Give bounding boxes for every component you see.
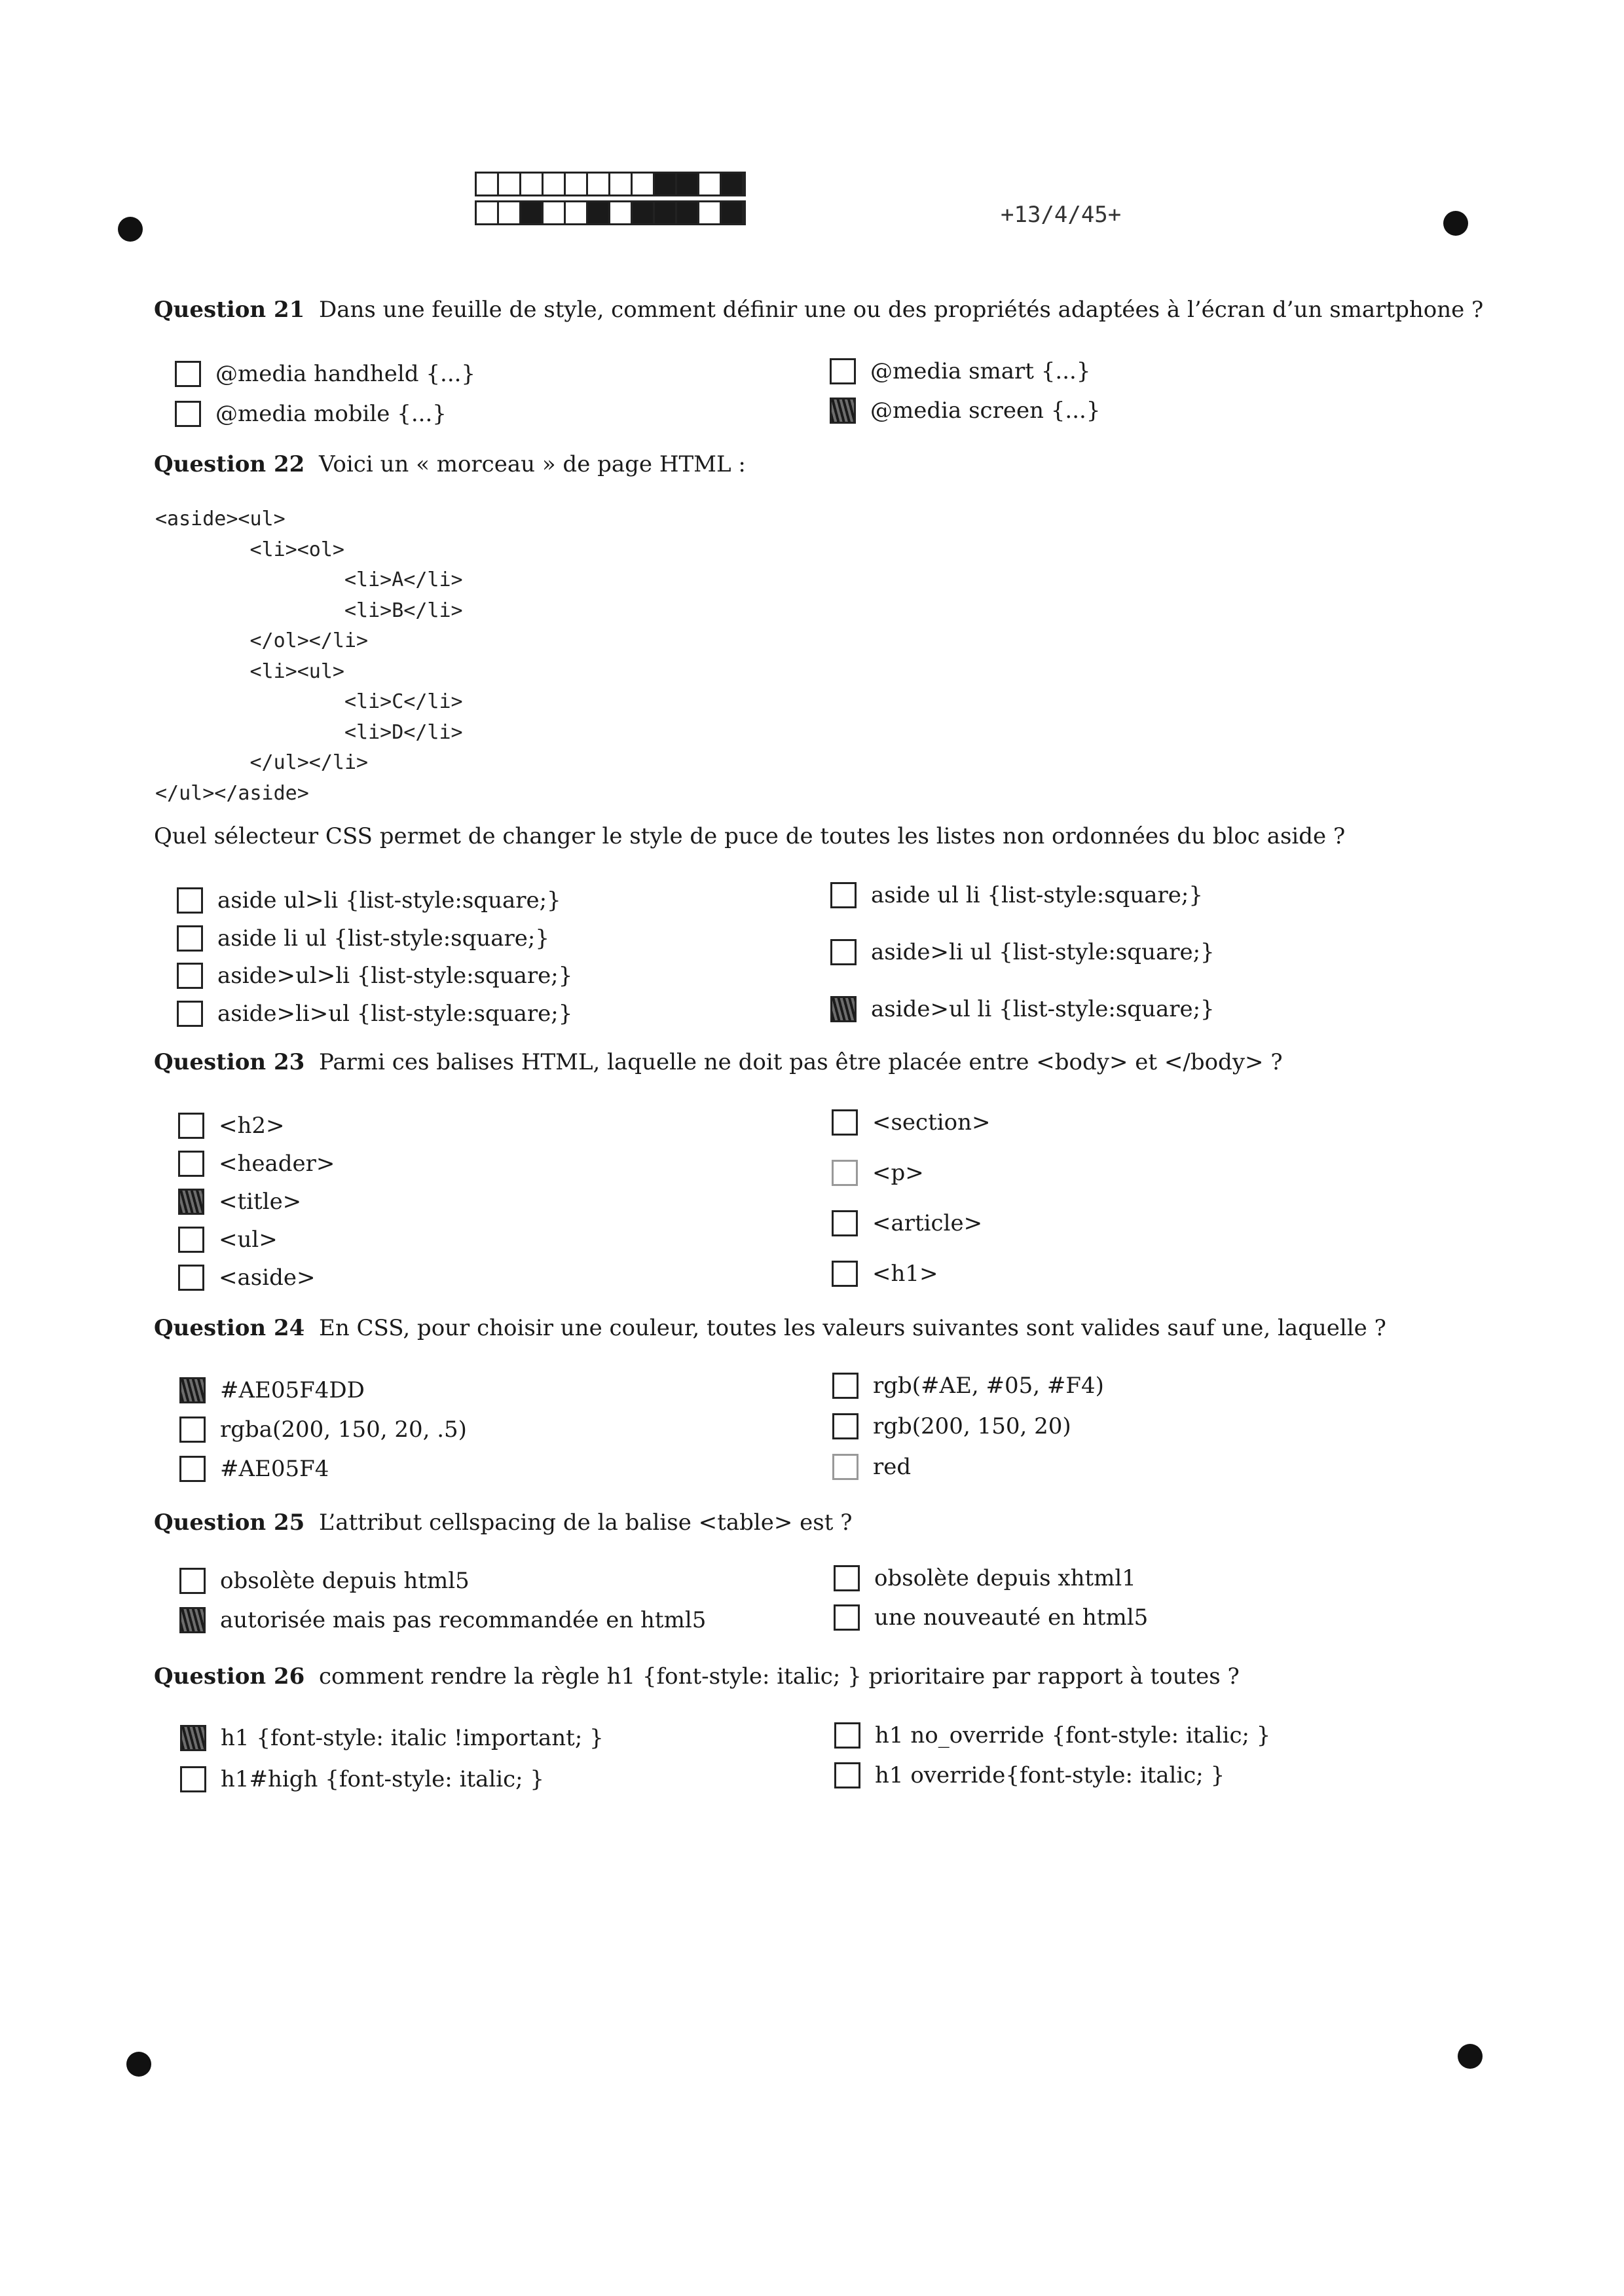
checkbox[interactable] — [180, 1766, 206, 1792]
question-number: Question 23 — [154, 1049, 305, 1075]
checkbox[interactable] — [179, 1568, 206, 1594]
question-25 — [154, 1509, 852, 1536]
checkbox[interactable] — [179, 1456, 206, 1482]
answer-option[interactable] — [179, 1456, 329, 1482]
checkbox[interactable] — [830, 882, 857, 908]
answer-option[interactable] — [179, 1568, 470, 1594]
option-label: rgba(200, 150, 20, .5) — [220, 1416, 467, 1443]
option-label: <h2> — [219, 1113, 285, 1139]
option-label: aside>ul>li {list-style:square;} — [217, 963, 573, 989]
answer-option[interactable] — [830, 996, 1215, 1022]
answer-option[interactable] — [178, 1227, 278, 1253]
checkbox[interactable] — [834, 1722, 860, 1749]
option-label: @media mobile {...} — [215, 401, 447, 427]
checkbox[interactable] — [178, 1113, 204, 1139]
option-label: aside>li ul {list-style:square;} — [871, 939, 1215, 965]
option-label: <h1> — [872, 1261, 938, 1287]
question-26 — [154, 1663, 1240, 1690]
checkbox-checked[interactable] — [178, 1189, 204, 1215]
option-label: obsolète depuis html5 — [220, 1568, 470, 1594]
answer-option[interactable] — [180, 1725, 604, 1751]
checkbox[interactable] — [834, 1604, 860, 1631]
option-label: <ul> — [219, 1227, 278, 1253]
answer-option[interactable] — [178, 1189, 301, 1215]
option-label: aside ul>li {list-style:square;} — [217, 887, 561, 914]
checkbox[interactable] — [832, 1261, 858, 1287]
checkbox[interactable] — [832, 1210, 858, 1236]
option-label: h1 {font-style: italic !important; } — [221, 1725, 604, 1751]
answer-option[interactable] — [832, 1109, 991, 1136]
answer-option[interactable] — [832, 1373, 1104, 1399]
checkbox[interactable] — [834, 1762, 860, 1788]
checkbox[interactable] — [178, 1151, 204, 1177]
option-label: #AE05F4DD — [220, 1377, 365, 1403]
checkbox-checked[interactable] — [180, 1725, 206, 1751]
answer-option[interactable] — [180, 1766, 544, 1792]
option-label: autorisée mais pas recommandée en html5 — [220, 1607, 707, 1633]
option-label: h1#high {font-style: italic; } — [221, 1766, 545, 1792]
checkbox[interactable] — [830, 939, 857, 965]
checkbox[interactable] — [832, 1373, 858, 1399]
checkbox[interactable] — [177, 925, 203, 952]
answer-option[interactable] — [175, 361, 475, 387]
answer-option[interactable] — [834, 1722, 1270, 1749]
answer-option[interactable] — [178, 1151, 335, 1177]
answer-option[interactable] — [179, 1377, 365, 1403]
checkbox-checked[interactable] — [830, 996, 857, 1022]
checkbox[interactable] — [832, 1160, 858, 1186]
question-21 — [154, 297, 1483, 323]
answer-option[interactable] — [832, 1413, 1071, 1439]
question-text: Parmi ces balises HTML, laquelle ne doit pas être placée entre <body> et </body> ? — [319, 1049, 1283, 1075]
answer-option[interactable] — [175, 401, 447, 427]
checkbox[interactable] — [177, 963, 203, 989]
question-number: Question 25 — [154, 1509, 305, 1536]
answer-option[interactable] — [178, 1265, 315, 1291]
option-label: aside>li>ul {list-style:square;} — [217, 1001, 573, 1027]
question-23 — [154, 1049, 1283, 1075]
question-text: Voici un « morceau » de page HTML : — [319, 451, 746, 477]
question-22 — [154, 451, 746, 477]
registration-dot-top-left — [118, 217, 143, 242]
option-label: h1 override{font-style: italic; } — [875, 1762, 1225, 1788]
checkbox[interactable] — [832, 1413, 858, 1439]
option-label: red — [873, 1454, 912, 1480]
question-text: Dans une feuille de style, comment définir une ou des propriétés adaptées à l’écran d’un smartphone ? — [319, 297, 1484, 323]
answer-option[interactable] — [830, 882, 1203, 908]
question-text: En CSS, pour choisir une couleur, toutes les valeurs suivantes sont valides sauf une, laquelle ? — [319, 1315, 1386, 1341]
checkbox[interactable] — [177, 887, 203, 914]
barcode-row-1 — [475, 172, 746, 196]
option-label: <article> — [872, 1210, 983, 1236]
answer-option[interactable] — [177, 1001, 572, 1027]
answer-option[interactable] — [834, 1762, 1225, 1788]
option-label: rgb(200, 150, 20) — [873, 1413, 1071, 1439]
answer-option[interactable] — [832, 1160, 924, 1186]
registration-dot-bottom-right — [1458, 2044, 1483, 2069]
registration-dot-bottom-left — [126, 2052, 151, 2077]
answer-option[interactable] — [179, 1607, 706, 1633]
option-label: aside li ul {list-style:square;} — [217, 925, 550, 952]
answer-option[interactable] — [177, 925, 549, 952]
barcode-row-2 — [475, 200, 746, 225]
answer-option[interactable] — [834, 1565, 1136, 1591]
checkbox[interactable] — [178, 1227, 204, 1253]
checkbox-checked[interactable] — [179, 1607, 206, 1633]
option-label: une nouveauté en html5 — [874, 1604, 1149, 1631]
option-label: <section> — [872, 1109, 991, 1136]
option-label: #AE05F4 — [220, 1456, 329, 1482]
checkbox-checked[interactable] — [830, 398, 856, 424]
question-24 — [154, 1315, 1386, 1341]
checkbox-checked[interactable] — [179, 1377, 206, 1403]
option-label: <header> — [219, 1151, 335, 1177]
answer-option[interactable] — [178, 1113, 285, 1139]
answer-option[interactable] — [832, 1454, 911, 1480]
option-label: <title> — [219, 1189, 302, 1215]
answer-option[interactable] — [830, 398, 1100, 424]
checkbox[interactable] — [177, 1001, 203, 1027]
option-label: rgb(#AE, #05, #F4) — [873, 1373, 1104, 1399]
question-number: Question 24 — [154, 1315, 305, 1341]
answer-option[interactable] — [177, 963, 572, 989]
checkbox[interactable] — [178, 1265, 204, 1291]
option-label: <p> — [872, 1160, 924, 1186]
question-number: Question 22 — [154, 451, 305, 477]
option-label: h1 no_override {font-style: italic; } — [875, 1722, 1271, 1749]
checkbox[interactable] — [834, 1565, 860, 1591]
answer-option[interactable] — [177, 887, 561, 914]
option-label: <aside> — [219, 1265, 316, 1291]
checkbox[interactable] — [175, 401, 201, 427]
checkbox[interactable] — [175, 361, 201, 387]
question-number: Question 21 — [154, 297, 305, 323]
answer-option[interactable] — [832, 1210, 982, 1236]
answer-option[interactable] — [830, 939, 1215, 965]
question-text: L’attribut cellspacing de la balise <table> est ? — [319, 1509, 853, 1536]
question-number: Question 26 — [154, 1663, 305, 1690]
option-label: @media smart {...} — [870, 358, 1091, 384]
option-label: aside ul li {list-style:square;} — [871, 882, 1204, 908]
answer-option[interactable] — [830, 358, 1090, 384]
checkbox[interactable] — [179, 1416, 206, 1443]
answer-option[interactable] — [834, 1604, 1148, 1631]
registration-dot-top-right — [1443, 211, 1468, 236]
question-prompt: Quel sélecteur CSS permet de changer le style de puce de toutes les listes non ordonnées du bloc aside ? — [154, 823, 1346, 849]
option-label: @media handheld {...} — [215, 361, 476, 387]
answer-option[interactable] — [179, 1416, 467, 1443]
checkbox[interactable] — [830, 358, 856, 384]
code-snippet: <aside><ul> <li><ol> <li>A</li> <li>B</li> </ol></li> <li><ul> <li>C</li> <li>D</li> </ul></li> </ul></aside> — [155, 508, 463, 805]
option-label: aside>ul li {list-style:square;} — [871, 996, 1215, 1022]
checkbox[interactable] — [832, 1109, 858, 1136]
option-label: @media screen {...} — [870, 398, 1101, 424]
checkbox[interactable] — [832, 1454, 858, 1480]
question-text: comment rendre la règle h1 {font-style: italic; } prioritaire par rapport à toutes ? — [319, 1663, 1240, 1690]
answer-option[interactable] — [832, 1261, 938, 1287]
page-identifier: +13/4/45+ — [1001, 202, 1122, 228]
option-label: obsolète depuis xhtml1 — [874, 1565, 1136, 1591]
